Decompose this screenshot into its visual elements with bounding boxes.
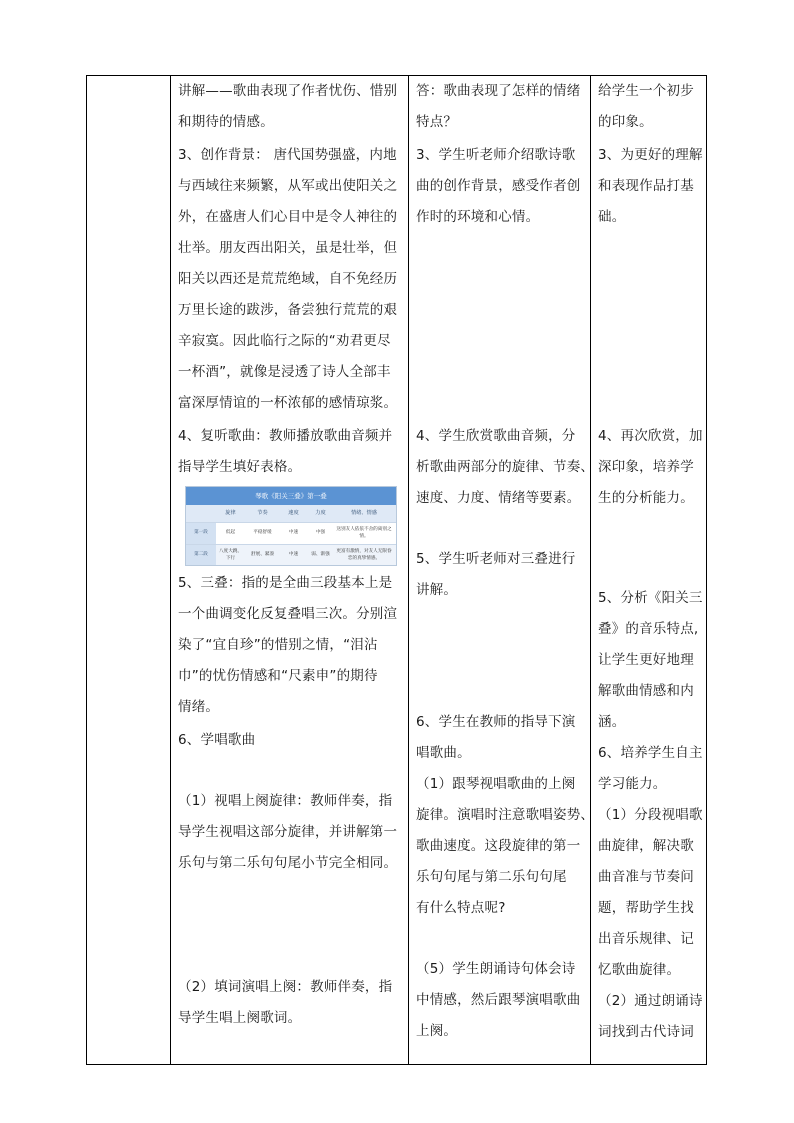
text-line: 巾”的忧伤情感和“尺素申”的期待 [178, 668, 378, 684]
text-line: 和表现作品打基 [598, 178, 694, 194]
mini-cell: 低起 [225, 530, 236, 536]
text-line: 一杯酒”，就像是浸透了诗人全部丰 [178, 364, 391, 380]
text-line: 4、再次欣赏，加 [598, 428, 703, 444]
text-line: 乐句与第二乐句句尾小节完全相同。 [178, 855, 398, 871]
mini-cell: 中强 [315, 530, 326, 536]
text-line: 忆歌曲旋律。 [598, 962, 681, 978]
mini-header-cell: 旋律 [225, 510, 236, 517]
text-line: 特点？ [416, 114, 458, 130]
text-line: 3、学生听老师介绍歌诗歌 [416, 147, 576, 163]
text-line: 指导学生填好表格。 [178, 459, 302, 475]
text-line: 让学生更好地理 [598, 652, 694, 668]
text-line: 曲音准与节奏问 [598, 869, 694, 885]
text-line: 析歌曲两部分的旋律、节奏、 [416, 459, 595, 475]
text-line: 4、复听歌曲：教师播放歌曲音频并 [178, 428, 393, 444]
lesson-table [86, 75, 707, 1065]
mini-cell: 送别友人依依不舍的离别之情。 [336, 527, 392, 539]
column-divider-1 [170, 76, 171, 1064]
text-line: 唱歌曲。 [416, 745, 471, 761]
text-line: 中情感，然后跟琴演唱歌曲 [416, 992, 581, 1008]
text-line: 题，帮助学生找 [598, 900, 694, 916]
column-divider-3 [590, 76, 591, 1064]
mini-cell: 更富有激情，对友人无限眷恋的真挚情感。 [336, 549, 392, 561]
mini-table-title: 琴歌《阳关三叠》第一叠 [186, 487, 396, 505]
mini-header-cell: 节奏 [257, 510, 268, 517]
text-line: 讲解——歌曲表现了作者忧伤、惜别 [178, 83, 398, 99]
text-line: 讲解。 [416, 582, 458, 598]
mini-header-cell: 速度 [288, 510, 299, 517]
text-line: 作时的环境和心情。 [416, 209, 540, 225]
text-line: 情绪。 [178, 699, 220, 715]
text-line: 3、为更好的理解 [598, 147, 703, 163]
text-line: 生的分析能力。 [598, 490, 694, 506]
text-line: 上阕。 [416, 1023, 458, 1039]
text-line: 6、学唱歌曲 [178, 732, 256, 748]
text-line: （2）填词演唱上阕：教师伴奏，指 [178, 979, 393, 995]
text-line: 曲旋律，解决歌 [598, 838, 694, 854]
text-line: 一个曲调变化反复叠唱三次。分别渲 [178, 606, 398, 622]
mini-cell: 第二段 [186, 545, 216, 566]
text-line: 染了“宜自珍”的惜别之情，“泪沾 [178, 637, 378, 653]
text-line: 速度、力度、情绪等要素。 [416, 490, 581, 506]
text-line: 旋律。演唱时注意歌唱姿势、 [416, 807, 595, 823]
text-line: 富深厚情谊的一杯浓郁的感情琼浆。 [178, 395, 398, 411]
text-line: 有什么特点呢? [416, 900, 506, 916]
text-line: 3、创作背景： 唐代国势强盛，内地 [178, 147, 397, 163]
text-line: 6、学生在教师的指导下演 [416, 714, 576, 730]
mini-table-header [186, 505, 396, 522]
text-line: 6、培养学生自主 [598, 745, 703, 761]
text-line: （5）学生朗诵诗句体会诗 [416, 961, 576, 977]
analysis-table-image [185, 486, 397, 566]
mini-header-cell: 力度 [315, 510, 326, 517]
mini-table-row [186, 544, 396, 566]
text-line: （1）跟琴视唱歌曲的上阕 [416, 776, 576, 792]
mini-cell: 舒展、紧凑 [251, 552, 274, 558]
text-line: 的印象。 [598, 114, 653, 130]
text-line: 导学生唱上阕歌词。 [178, 1010, 302, 1026]
text-line: 和期待的情感。 [178, 114, 274, 130]
text-line: （1）分段视唱歌 [598, 807, 703, 823]
text-line: 万里长途的跋涉，备尝独行荒荒的艰 [178, 302, 398, 318]
text-line: （1）视唱上阕旋律：教师伴奏，指 [178, 793, 393, 809]
mini-header-cell: 情绪、情感 [351, 510, 377, 517]
column-divider-2 [408, 76, 409, 1064]
mini-cell: 八度大跳、下行 [219, 549, 242, 561]
text-line: 外，在盛唐人们心目中是令人神往的 [178, 209, 398, 225]
mini-cell: 平稳舒缓 [253, 530, 272, 536]
text-line: 涵。 [598, 714, 626, 730]
text-line: 础。 [598, 209, 626, 225]
text-line: 与西域往来频繁，从军或出使阳关之 [178, 178, 398, 194]
text-line: 叠》的音乐特点, [598, 621, 699, 637]
text-line: 5、三叠：指的是全曲三段基本上是 [178, 575, 393, 591]
text-line: 5、分析《阳关三 [598, 590, 703, 606]
text-line: 曲的创作背景，感受作者创 [416, 178, 581, 194]
mini-cell: 中速 [288, 530, 299, 536]
text-line: 乐句句尾与第二乐句句尾 [416, 869, 567, 885]
text-line: 给学生一个初步 [598, 83, 694, 99]
text-line: 4、学生欣赏歌曲音频，分 [416, 428, 576, 444]
text-line: 5、学生听老师对三叠进行 [416, 551, 576, 567]
mini-header-cell [186, 505, 216, 522]
mini-table-row [186, 522, 396, 544]
text-line: 词找到古代诗词 [598, 1024, 694, 1040]
text-line: 阳关以西还是荒荒绝域，自不免经历 [178, 271, 398, 287]
text-line: 辛寂寞。因此临行之际的“劝君更尽 [178, 333, 391, 349]
text-line: 出音乐规律、记 [598, 931, 694, 947]
text-line: （2）通过朗诵诗 [598, 993, 703, 1009]
text-line: 答：歌曲表现了怎样的情绪 [416, 83, 581, 99]
mini-cell: 中速 [288, 552, 299, 558]
text-line: 学习能力。 [598, 776, 667, 792]
mini-cell: 第一段 [186, 523, 216, 544]
text-line: 深印象，培养学 [598, 459, 694, 475]
mini-cell: 弱、渐强 [311, 552, 330, 558]
text-line: 歌曲速度。这段旋律的第一 [416, 838, 581, 854]
text-line: 导学生视唱这部分旋律，并讲解第一 [178, 824, 398, 840]
text-line: 解歌曲情感和内 [598, 683, 694, 699]
text-line: 壮举。朋友西出阳关，虽是壮举，但 [178, 240, 398, 256]
